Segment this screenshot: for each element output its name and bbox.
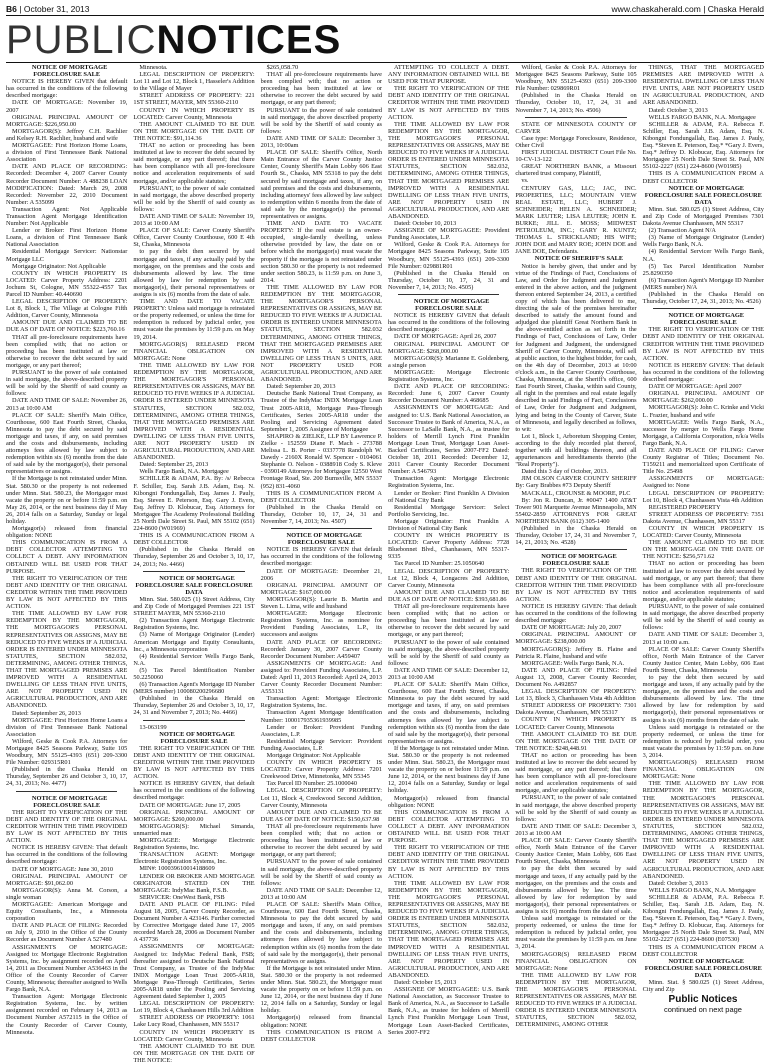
column-2 bbox=[133, 64, 257, 1064]
section-title-light: PUBLIC bbox=[6, 18, 157, 62]
notice-paragraph: THE AMOUNT CLAIMED TO BE DUE ON THE MORTGAGE ON THE DATE OF THE NOTICE: $91,114.36 bbox=[133, 120, 257, 142]
continued-title: Public Notices bbox=[668, 994, 738, 1005]
notice-paragraph: Transaction Agent: Mortgage Electronic Registration Systems, Inc. by written assignment recorded on February 14, 2013 as Document Number A572115 in the Office of the County Recorder of Carver County, Minnesota. bbox=[6, 993, 129, 1036]
notice-paragraph: MORTGAGOR(S) RELEASED FROM FINANCIAL OBLIGATION ON MORTGAGE: None bbox=[642, 759, 766, 781]
notice-paragraph: DATE OF MORTGAGE: April 26, 2007 bbox=[393, 333, 497, 341]
notice-paragraph: MORTGAGOR(S) RELEASED FROM FINANCIAL OBLIGATION ON MORTGAGE: None bbox=[515, 950, 639, 972]
notice-paragraph: MORTGAGEE: Wells Fargo Bank, N.A. bbox=[521, 659, 625, 667]
notice-paragraph: MIN#: 100039610014188609 bbox=[139, 865, 215, 873]
notice-heading: NOTICE OF SHERIFF'S SALE bbox=[534, 255, 624, 263]
notice-paragraph: THE RIGHT TO VERIFICATION OF THE DEBT AND IDENTITY OF THE ORIGINAL CREDITOR WITHIN THE TIME PROVIDED BY LAW IS NOT AFFECTED BY THIS ACTION. bbox=[642, 326, 766, 362]
notice-paragraph: THE TIME ALLOWED BY LAW FOR REDEMPTION BY THE MORTGAGOR, THE MORTGAGOR'S PERSONAL REPRESENTATIVES OR ASSIGNS, MAY BE REDUCED TO FIVE WEEKS IF A JUDICIAL ORDER IS ENTERED UNDER MINNESOTA STATUTES, SECTION 582.032, DETERMINING, AMONG OTHER THINGS, THAT THE MORTGAGED PREMISES ARE IMPROVED WITH A RESIDENTIAL DWELLING OF LESS THAN FIVE UNITS, ARE NOT PROPERTY USED IN AGRICULTURAL PRODUCTION, AND ARE ABANDONED. bbox=[642, 780, 766, 880]
notice-paragraph: STATE OF MINNESOTA COUNTY OF CARVER bbox=[515, 120, 639, 135]
notice-paragraph: Lot 1, Block 1, Arboretum Shopping Center, according to the duly recorded plat thereof, together with all buildings thereon, and all appurtenances and hereditaments thereto (the "Real Property"). bbox=[515, 432, 639, 469]
notice-paragraph: THE RIGHT TO VERIFICATION OF THE DEBT AND IDENTITY OF THE ORIGINAL CREDITOR WITHIN THE TIME PROVIDED BY LAW IS NOT AFFECTED BY THIS ACTION. bbox=[387, 844, 511, 880]
notice-paragraph: STREET ADDRESS OF PROPERTY: 1061 Lake Lucy Road, Chanhassen, MN 55317 bbox=[133, 1014, 257, 1029]
notice-paragraph: DATE OF MORTGAGE: December 21, 2006 bbox=[260, 567, 384, 582]
notice-paragraph: MORTGAGEE: Mortgage Electronic Registration Systems, Inc. bbox=[133, 837, 257, 852]
section-title bbox=[6, 16, 341, 64]
notice-paragraph: Dated: September 25, 2013 bbox=[139, 461, 209, 469]
notice-paragraph: SHAPIRO & ZIELKE, LLP BY Lawrence P. Zielke - 152559 Diane F. Mach - 273788 Melissa L. B. Porter - 0337778 Randolph W. Dawdy - 2160X Ronald W. Spencer - 0104061 Stephanie O. Nelson - 0388918 Cody S. Kleve - 0390149 Attorneys for Mortgagee 12550 West Frontage Road, Ste. 200 Burnsville, MN 55337 (952) 831-4060 bbox=[260, 432, 384, 490]
notice-paragraph: ORIGINAL PRINCIPAL AMOUNT OF MORTGAGE: $167,000.00 bbox=[260, 581, 384, 596]
notice-paragraph: PLACE OF SALE: Sheriff's Main Office, Courthouse, 600 East Fourth Street, Chaska, Minnesota to pay the debt secured by said mortgage and taxes, if any, on said premises and the costs and disbursements, including attorneys fees allowed by law subject to redemption within six (6) months from the date of said sale by the mortgagor(s), their personal representatives or assigns. bbox=[6, 411, 129, 476]
notice-paragraph: Dated: September 20, 2013 bbox=[266, 383, 336, 391]
notice-paragraph: SERVICER: OneWest Bank, FSB bbox=[139, 893, 225, 901]
notice-paragraph: THE TIME ALLOWED BY LAW FOR REDEMPTION BY THE MORTGAGOR, THE MORTGAGOR'S PERSONAL REPRESENTATIVES OR ASSIGNS, MAY BE REDUCED TO FIVE WEEKS IF A JUDICIAL ORDER IS ENTERED UNDER MINNESOTA STATUTES, SECTION 582.032 DETERMINING, AMONG OTHER THINGS, THAT THE MORTGAGED PREMISES ARE IMPROVED WITH A RESIDENTIAL DWELLING OF LESS THAN 5 UNITS, ARE NOT PROPERTY USED FOR AGRICULTURAL PRODUCTION, AND ARE ABANDONED. bbox=[260, 283, 384, 384]
notice-paragraph: Notice is hereby given, that under and by virtue of the Findings of Fact, Conclusions of Law, and Order for Judgment and Judgment entered in the above action, and the judgment thereon entered September 24, 2013, a certified copy of which has been delivered to me, directing the sale of the premises hereinafter described to satisfy the amount found and adjudged due plaintiff Great Northern Bank in the above-entitled action as set forth in the Findings of Fact, Conclusions of Law, Order for Judgment and Judgment, the undersigned Sheriff of Carver County, Minnesota, will sell at public auction, to the highest bidder, for cash, on the 4th day of December, 2013 at 10:00 o'clock a.m., in the Carver County Courthouse, Chaska, Minnesota, at the Sheriff's office, 600 East Fourth Street, Chaska, within said County, all right in the premises and real estate legally described in said Findings of Fact, Conclusions of Law, Order for Judgment and Judgment, lying and being in the County of Carver, State of Minnesota, and legally described as follows, to wit: bbox=[515, 262, 639, 433]
notice-paragraph: ASSIGNMENTS OF MORTGAGE: And assigned to: U.S. Bank National Association, as Successor Trustee to Bank of America, N.A., as Successor to LaSalle Bank, N.A., as trustee for holders of Merrill Lynch First Franklin Mortgage Loan Trust, Mortgage Loan Asset-Backed Certificates, Series 2007-FF2 Dated: October 18, 2011 Recorded: December 12, 2011 Carver County Recorder Document Number: A 546793 bbox=[387, 404, 511, 476]
notice-paragraph: Mortgagor(s) released from financial obligation: NONE bbox=[260, 1014, 384, 1029]
notice-paragraph: (6) Transaction Agent's Mortgage ID Number (MERS number) 100080200296680 bbox=[133, 681, 257, 696]
notice-paragraph: REGISTERED PROPERTY bbox=[648, 503, 721, 511]
notice-paragraph: MACKALL, CROUNSE & MOORE, PLC bbox=[521, 489, 631, 497]
issue-date: October 31, 2013 bbox=[23, 4, 90, 14]
notice-paragraph: MORTGAGOR(S): Michael Simanda, unmarried man bbox=[133, 822, 257, 837]
masthead-rule bbox=[6, 62, 764, 63]
notice-paragraph: SCHILLER & ADAM, P.A. By: /s/ Rebecca F. Schiller, Esq. Sarah J.B. Adam, Esq. N. Kibongni Fondungallah, Esq. James J. Pauly, Esq. Steven E. Peterson, Esq. Gary J. Evers, Esq. Jeffrey D. Klobucar, Esq. Attorneys for Mortgagee The Academy Professional Building 25 North Dale Street St. Paul, MN 55102 (651) 224-8600 (W01969) bbox=[133, 475, 257, 533]
notice-paragraph: THE RIGHT TO VERIFICATION OF THE DEBT AND IDENTITY OF THE ORIGINAL CREDITOR WITHIN THE TIME PROVIDED BY LAW IS NOT AFFECTED BY THIS ACTION. bbox=[133, 744, 257, 781]
notice-paragraph: DATE OF MORTGAGE: July 20, 2007 bbox=[521, 624, 622, 632]
notice-paragraph: ASSIGNEE OF MORTGAGEE: Provident Funding Associates, L.P. bbox=[387, 227, 511, 242]
notice-paragraph: SCHILLER & ADAM, P.A. Rebecca F. Schiller, Esq. Sarah J.B. Adam, Esq. N. Kibongni Fondungallah, Esq. James J. Pauly, Esq. *Steven E. Peterson, Esq.* *Gary J. Evers, Esq.* Jeffrey D. Klobucar, Esq. Attorneys for Mortgagee 25 North Dale Street St. Paul, MN 55102-2227 (651) 224-8600 (W01985) bbox=[642, 120, 766, 171]
column-4 bbox=[387, 64, 511, 1036]
notice-paragraph: TIME AND DATE TO VACATE PROPERTY: Unless said mortgage is reinstated or the property redeemed, or unless the time for redemption is reduced by judicial order, you must vacate the premises by 11:59 p.m. on May 19, 2014. bbox=[133, 298, 257, 341]
notice-paragraph: COUNTY IN WHICH PROPERTY IS LOCATED: Carver County, Minnesota bbox=[515, 716, 639, 731]
notice-paragraph: CENTURY GAS, LLC; JAC, INC. PROPERTIES, LLC; MOUNTAIN VIEW REAL ESTATE, LLC; HUBERT J. SCHNEIDER; HELEN A. SCHNEIDER; MARK LEUTER; LISA LEUTER; JOHN E. BURKE; JILL E. MOSS; MIDWEST PETROLEUM, INC.; GARY R. KUNTZ; THOMAS L. STRICKLAND; HIS WIFE; JOHN DOE and MARY ROE; JOHN DOE and JANE DOE, Defendants. bbox=[515, 184, 639, 256]
notice-heading: NOTICE OF MORTGAGE FORECLOSURE SALE bbox=[31, 794, 110, 809]
notice-paragraph: THE TIME ALLOWED BY LAW FOR REDEMPTION BY THE MORTGAGOR, THE MORTGAGOR'S PERSONAL REPRESENTATIVES OR ASSIGNS, MAY BE REDUCED TO FIVE WEEKS IF A JUDICIAL ORDER IS ENTERED UNDER MINNESOTA STATUTES, SECTION 582.032, DETERMINING, AMONG OTHER THINGS, THAT THE MORTGAGED PREMISES ARE IMPROVED WITH A RESIDENTIAL DWELLING OF LESS THAN FIVE UNITS, ARE NOT PROPERTY USED IN AGRICULTURAL PRODUCTION, AND ARE ABANDONED. bbox=[133, 361, 257, 462]
notice-paragraph: Residential Mortgage Servicer: Nationstar Mortgage LLC bbox=[6, 248, 129, 263]
notice-paragraph: MORTGAGOR(S): Anna M. Corson, a single woman bbox=[6, 886, 129, 901]
notice-paragraph: Tax Parcel ID Number: 25.1000040 bbox=[266, 780, 357, 788]
notice-paragraph: Mortgage Originator: First Franklin A Division of National City Bank bbox=[387, 517, 511, 532]
notice-paragraph: THE AMOUNT CLAIMED TO BE DUE ON THE MORTGAGE ON THE DATE OF THE NOTICE: $256,571.62 bbox=[642, 539, 766, 561]
notice-paragraph: ORIGINAL PRINCIPAL AMOUNT OF MORTGAGE: $260,000.00 bbox=[133, 808, 257, 823]
notice-paragraph: THE TIME ALLOWED BY LAW FOR REDEMPTION BY THE MORTGAGOR, THE MORTGAGOR'S PERSONAL REPRESENTATIVES OR ASSIGNS, MAY BE REDUCED TO FIVE WEEKS IF A JUDICIAL ORDER IS ENTERED UNDER MINNESOTA STATUTES, SECTION 582.032, DETERMINING, AMONG OTHER THINGS, THAT THE MORTGAGED PREMISES ARE IMPROVED WITH A RESIDENTIAL DWELLING OF LESS THAN FIVE UNITS, ARE NOT PROPERTY USED IN AGRICULTURAL PRODUCTION, AND ARE ABANDONED. bbox=[6, 610, 129, 710]
notice-paragraph: PURSUANT to the power of sale contained in said mortgage, the above-described property will be sold by the Sheriff of said county as follows: bbox=[6, 369, 129, 398]
notice-paragraph: Residential Mortgage Servicer: Select Portfolio Servicing, Inc. bbox=[387, 503, 511, 518]
notice-heading: NOTICE OF MORTGAGE FORECLOSURE SALE FORECLOSURE DATA bbox=[135, 574, 255, 596]
notice-paragraph: ASSIGNMENTS OF MORTGAGE: And assigned to: Provident Funding Associates, L.P. Dated: April 11, 2013 Recorded: April 24, 2013 Carver County Recorder Document Number: A553131 bbox=[260, 659, 384, 696]
notice-paragraph: PLACE OF SALE: Carver County Sheriff's Office, Carver County Courthouse, 600 E 4th St, Chaska, Minnesota bbox=[133, 227, 257, 249]
notice-paragraph: THE TIME ALLOWED BY LAW FOR REDEMPTION BY THE MORTGAGOR, THE MORTGAGOR'S PERSONAL REPRESENTATIVES OR ASSIGNS, MAY BE REDUCED TO FIVE WEEKS IF A JUDICIAL ORDER IS ENTERED UNDER MINNESOTA STATUTES, SECTION 582.032, DETERMINING, AMONG OTHER THINGS, THAT THE MORTGAGED PREMISES ARE IMPROVED WITH A RESIDENTIAL DWELLING OF LESS THAN FIVE UNITS, ARE NOT PROPERTY USED IN AGRICULTURAL PRODUCTION, AND ARE ABANDONED. bbox=[387, 120, 511, 220]
notice-paragraph: DATE AND TIME OF SALE: November 19, 2013 at 10:00 AM bbox=[133, 212, 257, 228]
notice-paragraph: TRANSACTION AGENT: Mortgage Electronic Registration Systems, Inc. bbox=[133, 851, 257, 866]
notice-paragraph: ASSIGNMENTS OF MORTGAGE: Assigned to: Mortgage Electronic Registration Systems, Inc. by assignment recorded on April 14, 2011 as Document Number A536463 in the Office of the County Recorder of Carver County, Minnesota; thereafter assigned to Wells Fargo Bank, N.A. bbox=[6, 943, 129, 994]
notice-paragraph: Mortgage Originator: Not Applicable bbox=[12, 262, 106, 270]
notice-paragraph: Unless said mortgage is reinstated or the property redeemed, or unless the time for redemption is reduced by judicial order, you must vacate the premises by 11:59 p.m. on June 3, 2014. bbox=[515, 915, 639, 951]
notice-paragraph: (Published in the Chaska Herald on Thursday, October 10, 17, 24, 31 and November 7, 14, 2013; No. 4506) bbox=[515, 92, 639, 114]
notice-paragraph: COUNTY IN WHICH PROPERTY IS LOCATED: Carver County, Minnesota bbox=[133, 1028, 257, 1043]
notice-paragraph: (Published in the Chaska Herald on Thursday, September 26 and October 3, 10, 17, 24, 31, 2013; No. 4477) bbox=[6, 766, 129, 788]
notice-paragraph: Dated: September 26, 2013 bbox=[12, 709, 81, 717]
notice-paragraph: THAT no action or proceeding has been instituted at law to recover the debt secured by said mortgage, or any part thereof; that there has been compliance with all pre-foreclosure notice and acceleration requirements of said mortgage, and/or applicable statutes; bbox=[515, 751, 639, 795]
notice-paragraph: ASSIGNEE OF MORTGAGEE: U.S. Bank National Association, as Successor Trustee to Bank of America, N.A., as Successor to LaSalle Bank, N.A., as trustee for holders of Merrill Lynch First Franklin Mortgage Loan Trust, Mortgage Loan Asset-Backed Certificates, Series 2007-FF2 bbox=[387, 986, 511, 1036]
column-1 bbox=[6, 64, 129, 1036]
notice-paragraph: Tax Parcel ID Number: 25.1050640 bbox=[393, 560, 485, 568]
notice-paragraph: PLACE OF SALE: Carver County Sheriff's office, North Main Entrance of the Carver County Justice Center, Main Lobby, 606 East Fourth Street, Chaska, Minnesota bbox=[642, 645, 766, 674]
notice-paragraph: THAT no action or proceeding has been instituted at law to recover the debt secured by said mortgage, or any part thereof; that there has been compliance with all pre-foreclosure notice and acceleration requirements of said mortgage, and/or applicable statutes; bbox=[642, 560, 766, 603]
notice-paragraph: DATE AND PLACE OF RECORDING: Recorded: December 4, 2007 Carver County Recorder Document Number: A 488238 LOAN MODIFICATION: Dated: March 29, 2008 Recorded: November 22, 2010 Document Number: A 535099 bbox=[6, 163, 129, 206]
notice-paragraph: Mortgagor(s) released from financial obligation: NONE bbox=[6, 525, 129, 540]
notice-paragraph: LEGAL DESCRIPTION OF PROPERTY: Lot 12, Block 4, Longacres 2nd Addition, Carver County, Minnesota bbox=[387, 567, 511, 589]
notice-paragraph: DATE AND TIME OF SALE: December 3, 2013 at 10:00 a.m. bbox=[642, 631, 766, 646]
notice-paragraph: DATE OF MORTGAGE: April 2007 bbox=[648, 383, 742, 391]
notice-paragraph: Dated: October 3, 2013 bbox=[648, 879, 708, 887]
notice-paragraph: PLACE OF SALE: Sheriff's Main Office, Courthouse, 600 East Fourth Street, Chaska, Minnesota to pay the debt secured by said mortgage and taxes, if any, on said premises and the costs and disbursements, including attorneys fees allowed by law subject to redemption within six (6) months from the date of said sale by the mortgagor(s), their personal representatives or assigns. bbox=[387, 681, 511, 745]
notice-paragraph: (5) Tax Parcel Identification Number 50.2250060 bbox=[133, 666, 257, 681]
notice-paragraph: LEGAL DESCRIPTION OF PROPERTY: Lot 11, Block 4, Creekwood Second Addition, Carver County, Minnesota bbox=[260, 787, 384, 809]
notice-divider bbox=[16, 791, 117, 792]
notice-paragraph: DATE AND PLACE OF FILING: Filed August 13, 2008, Carver County Recorder, Document No. A492857 bbox=[515, 666, 639, 688]
notice-paragraph: Transaction Agent Mortgage Identification Number: 100017935361939985 bbox=[260, 709, 384, 724]
notice-paragraph: MORTGAGEE: Mortgage Electronic Registration Systems, Inc. bbox=[387, 368, 511, 384]
notice-paragraph: Lender or Broker: First Franklin A Division of National City Bank bbox=[387, 489, 511, 504]
notice-paragraph: 13-063199 bbox=[139, 723, 167, 731]
notice-paragraph: THE AMOUNT CLAIMED TO BE DUE ON THE MORTGAGE ON THE DATE OF THE NOTICE: bbox=[133, 1042, 257, 1064]
notice-paragraph: (4) Residential Servicer Wells Fargo Bank, N.A. bbox=[642, 248, 766, 263]
notice-paragraph: STREET ADDRESS OF PROPERTY: 221 1ST STREET, MAYER, MN 55360-2110 bbox=[133, 92, 257, 107]
notice-paragraph: JIM OLSON CARVER COUNTY SHERIFF By: Gary Brabbes #73 Deputy Sheriff bbox=[515, 475, 639, 490]
notice-paragraph: (Published in the Chaska Herald on Thursday, October 10, 17, 24, 31 and November 7, 14, 2013; No. 4507) bbox=[260, 503, 384, 525]
notice-divider bbox=[143, 571, 244, 572]
notice-paragraph: DATE AND TIME OF SALE: December 3, 2013 at 10:00 AM bbox=[515, 822, 639, 837]
notice-paragraph: MORTGAGEE: First Horizon Home Loans a division of First Tennessee Bank National Association bbox=[6, 716, 129, 738]
column-6 bbox=[643, 64, 764, 1022]
continued-subtitle: continued on next page bbox=[664, 1005, 742, 1014]
notice-paragraph: THINGS, THAT THE MORTGAGED PREMISES ARE IMPROVED WITH A RESIDENTIAL DWELLING OF LESS THAN FIVE UNITS, ARE NOT PROPERTY USED IN AGRICULTURAL PRODUCTION, AND ARE ABANDONED. bbox=[642, 64, 766, 107]
notice-paragraph: (Published in the Chaska Herald on Thursday, October 17, 24, 31 and November 7, 14, 21, 2013; No. 4528) bbox=[515, 525, 639, 547]
notice-paragraph: AMOUNT DUE AND CLAIMED TO BE DUE AS OF DATE OF NOTICE: $393,681.86 bbox=[387, 588, 511, 603]
notice-paragraph: (6) Transaction Agent's Mortgage ID Number (MERS number) N/A bbox=[642, 276, 766, 291]
notice-paragraph: THIS COMMUNICATION IS FROM A DEBT COLLECTOR ATTEMPTING TO COLLECT A DEBT. ANY INFORMATION OBTAINED WILL BE USED FOR THAT PURPOSE. bbox=[387, 808, 511, 845]
notice-paragraph: STREET ADDRESS OF PROPERTY: 7351 Dakota Avenue, Chanhassen, MN 55317 bbox=[642, 510, 766, 525]
notice-paragraph: COUNTY IN WHICH PROPERTY IS LOCATED: Carver Property Address: 2201 Jochum St, Cologne, MN 55322-4557 Tax Parcel ID Number: 40.440690 bbox=[6, 269, 129, 298]
notice-paragraph: NOTICE IS HEREBY GIVEN: That default has occurred in the conditions of the following described mortgage: bbox=[642, 361, 766, 384]
notice-divider bbox=[525, 549, 626, 550]
notice-paragraph: THE RIGHT TO VERIFICATION OF THE DEBT AND IDENTITY OF THE ORIGINAL CREDITOR WITHIN THE TIME PROVIDED BY LAW IS NOT AFFECTED BY THIS ACTION. bbox=[387, 85, 511, 121]
notice-paragraph: PURSUANT, to the power of sale contained in said mortgage, the above described property will be sold by the Sheriff of said county as follows: bbox=[642, 603, 766, 632]
notice-paragraph: $265,058.70 bbox=[266, 64, 299, 71]
notice-heading: NOTICE OF MORTGAGE FORECLOSURE SALE bbox=[31, 64, 110, 79]
notice-paragraph: LEGAL DESCRIPTION OF PROPERTY: Lot 11 and Lot 12, Block 1, Hasseler's Addition to the Village of Mayer bbox=[133, 71, 257, 93]
notice-paragraph: LEGAL DESCRIPTION OF PROPERTY: Lot 13, Block 3, Chanhassen Vista 4th Addition bbox=[515, 688, 639, 703]
notice-paragraph: MORTGAGOR(S): Jeffery B. Flaine and Patricia R. Flaine, husband and wife bbox=[515, 645, 639, 660]
notice-paragraph: THIS IS A COMMUNICATION FROM A DEBT COLLECTOR bbox=[260, 489, 384, 504]
notice-paragraph: ATTEMPTING TO COLLECT A DEBT. ANY INFORMATION OBTAINED WILL BE USED FOR THAT PURPOSE. bbox=[387, 64, 511, 86]
section-title-bold: NOTICES bbox=[156, 18, 342, 62]
notice-paragraph: THAT no action or proceeding has been instituted at law to recover the debt secured by said mortgage, or any part thereof; that there has been compliance with all pre-foreclosure notice and acceleration requirements of said mortgage, and/or applicable statutes; bbox=[133, 142, 257, 185]
notice-paragraph: ORIGINAL PRINCIPAL AMOUNT OF MORTGAGE: $91,062.00 bbox=[6, 872, 129, 887]
notice-paragraph: Case type: Mortgage Foreclosure, Residence, Other Civil bbox=[515, 134, 639, 149]
notice-paragraph: COUNTY IN WHICH PROPERTY IS LOCATED: Carver Property Address: 7201 Creekwood Drive, Minnetonka, MN 55345 bbox=[260, 759, 384, 781]
page-and-date bbox=[6, 4, 90, 14]
notice-paragraph: ORIGINAL PRINCIPAL AMOUNT OF MORTGAGE: $268,000.00 bbox=[387, 340, 511, 355]
column-3 bbox=[260, 64, 384, 1043]
notice-paragraph: DATE OF MORTGAGE: June 17, 2005 bbox=[139, 801, 241, 809]
notice-paragraph: MORTGAGEE: First Horizon Home Loans, a division of First Tennessee Bank National Association bbox=[6, 142, 129, 164]
notice-paragraph: (4) Residential Servicer Wells Fargo Bank, N.A. bbox=[133, 652, 257, 667]
notice-paragraph: THIS COMMUNICATION IS FROM A DEBT COLLECTOR ATTEMPTING TO COLLECT A DEBT. ANY INFORMATION OBTAINED WILL BE USED FOR THAT PURPOSE. bbox=[6, 539, 129, 575]
notice-heading: NOTICE OF MORTGAGE FORECLOSURE SALE bbox=[541, 553, 619, 568]
notice-paragraph: Wells Fargo Bank, N.A. Mortgagee bbox=[139, 468, 229, 476]
notice-paragraph: Unless said mortgage is reinstated or the property redeemed, or unless the time for redemption is reduced by judicial order, you must vacate the premises by 11:59 p.m. on June 3, 2014. bbox=[642, 723, 766, 759]
notice-paragraph: PURSUANT to the power of sale contained in said mortgage, the above-described property will be sold by the Sheriff of said county as follows: bbox=[260, 858, 384, 887]
notice-paragraph: NOTICE IS HEREBY GIVEN: That default has occurred in the conditions of the following described mortgage: bbox=[515, 602, 639, 625]
notice-paragraph: LEGAL DESCRIPTION OF PROPERTY: Lot 10, Block 4, Chanhassen Vista 4th Addition bbox=[642, 489, 766, 504]
notice-paragraph: PLACE OF SALE: Sheriff's Office, North Main Entrance of the Carver County Justice Center, County Sheriff's Main Lobby 606 East Fourth St., Chaska, MN 55318 to pay the debt secured by said mortgage and taxes, if any, on said premises and the costs and disbursements, including attorneys' fees allowed by law subject to redemption within 6 months from the date of said sale by the mortgagor(s) the personal representatives or assigns. bbox=[260, 149, 384, 220]
notice-paragraph: DATE AND TIME OF SALE: November 26, 2013 at 10:00 AM bbox=[6, 397, 129, 412]
notice-paragraph: DATE AND PLACE OF FILING: Carver County Registrar of Titles; Document No. T159211 and memorialized upon Certificate of Title No. 25498 bbox=[642, 446, 766, 476]
notice-paragraph: TIME AND DATE TO VACATE PROPERTY: If the real estate is an owner-occupied, single-family dwelling, unless otherwise provided by law, the date on or before which the mortgagor(s) must vacate the property if the mortgage is not reinstated under section 580.30 or the property is not redeemed under section 580.23, is 11:59 p.m. on June 3, 2014. bbox=[260, 220, 384, 284]
notice-paragraph: NOTICE IS HEREBY GIVEN that default has occurred in the conditions of the following described mortgage: bbox=[6, 78, 129, 100]
notice-paragraph: THAT all pre-foreclosure requirements have been complied with; that no action or proceeding has been instituted at law or otherwise to recover the debt secured by said mortgage, or any part thereof; bbox=[6, 333, 129, 369]
notice-paragraph: (Published in the Chaska Herald on Thursday, September 26 and October 3, 10, 17, 24, 2013; No. 4466) bbox=[133, 546, 257, 568]
notice-paragraph: MORTGAGEE: American Mortgage and Equity Consultants, Inc., a Minnesota corporation bbox=[6, 900, 129, 923]
notice-paragraph: NOTICE IS HEREBY GIVEN: That default has occurred in the conditions of the following described mortgage: bbox=[6, 844, 129, 866]
notice-paragraph: STREET ADDRESS OF PROPERTY: 7301 Dakota Avenue, Chanhassen, MN 55317 bbox=[515, 702, 639, 717]
notice-paragraph: ORIGINAL PRINCIPAL AMOUNT OF MORTGAGE: $238,000.00 bbox=[515, 631, 639, 646]
notice-paragraph: WELLS FARGO BANK, N.A. Mortgagee bbox=[648, 113, 756, 121]
notice-paragraph: THE AMOUNT CLAIMED TO BE DUE ON THE MORTGAGE ON THE DATE OF THE NOTICE: $248,448.91 bbox=[515, 730, 639, 752]
notice-paragraph: Wilford, Geske & Cook P.A. Attorneys for Mortgagee 8425 Seasons Parkway, Suite 105 Woodbury, MN 55125-4393 (651) 209-3300 File Number: 029881R01 bbox=[387, 241, 511, 270]
notice-paragraph: Minn. Stat. 580.025 (1) Street Address, City and Zip Code of Mortgaged Premises 7301 Dakota Avenue Chanhassen, MN 55317 bbox=[642, 205, 766, 228]
notice-paragraph: PLACE OF SALE: Carver County Sheriff's office, North Main Entrance of the Carver County Justice Center, Main Lobby, 606 East Fourth Street, Chaska, Minnesota bbox=[515, 837, 639, 866]
site-name: www.chaskaherald.com | Chaska Herald bbox=[611, 4, 764, 14]
notice-paragraph: (Published in the Chaska Herald on Thursday, October 10, 17, 24, 31 and November 7, 14, 2013; No. 4505) bbox=[387, 269, 511, 291]
notice-paragraph: By: Jon R. Duncan, Jr. #0047 1400 AT&T Tower 901 Marquette Avenue Minneapolis, MN 55402-2859 ATTORNEYS FOR GREAT NORTHERN BANK (612) 305-1400 bbox=[515, 496, 639, 525]
notice-divider bbox=[398, 294, 499, 295]
notice-divider bbox=[143, 720, 244, 721]
notice-heading: NOTICE OF MORTGAGE FORECLOSURE SALE bbox=[159, 730, 237, 745]
notice-paragraph: Mortgage Originator: Not Applicable bbox=[266, 752, 361, 759]
notice-paragraph: MORTGAGOR(S) RELEASED FROM FINANCIAL OBLIGATION ON MORTGAGE: None bbox=[133, 340, 257, 362]
notice-paragraph: COUNTY IN WHICH PROPERTY IS LOCATED: Carver Property Address: 7728 Bluebonnet Blvd., Chanhassen, MN 55317-9335 bbox=[387, 532, 511, 561]
notice-paragraph: Wilford, Geske & Cook P.A. Attorneys for Mortgagee 8425 Seasons Parkway, Suite 105 Woodbury, MN 55125-4393 (651) 209-3300 File Number: 029315R01 bbox=[6, 737, 129, 767]
notice-paragraph: THIS COMMUNICATION IS FROM A DEBT COLLECTOR bbox=[260, 1028, 384, 1043]
notice-paragraph: (5) Tax Parcel Identification Number 25.8290350 bbox=[642, 262, 766, 277]
notice-paragraph: ORIGINAL PRINCIPAL AMOUNT OF MORTGAGE: $262,000.00 bbox=[642, 390, 766, 405]
notice-paragraph: THAT all pre-foreclosure requirements have been complied with; that no action or proceeding has been instituted at law or otherwise to recover the debt secured by said mortgage, or any part thereof; bbox=[260, 822, 384, 859]
notice-paragraph: ASSIGNMENTS OF MORTGAGE: Assigned to: None bbox=[642, 475, 766, 490]
notice-paragraph: to pay the debt then secured by said mortgage and taxes, if any actually paid by the mortgagee, on the premises and the costs and disbursements allowed by law. The time allowed by law for redemption by said mortgagor(s), their personal representatives or assigns is six (6) months from the date of sale. bbox=[515, 865, 639, 915]
notice-paragraph: to pay the debt then secured by said mortgage and taxes, if any actually paid by the mortgagee, on the premises and the costs and disbursements allowed by law. The time allowed by law for redemption by said mortgagor(s), their personal representatives or assigns is six (6) months from the date of sale. bbox=[642, 673, 766, 724]
notice-paragraph: MORTGAGOR(S): John C. Krinke and Vicki L. Frazier, husband and wife bbox=[642, 404, 766, 419]
notice-paragraph: Minnesota. bbox=[139, 64, 168, 71]
notice-paragraph: DATE AND TIME OF SALE: December 12, 2013 at 10:00 AM bbox=[260, 886, 384, 901]
notice-heading: NOTICE OF MORTGAGE FORECLOSURE SALE FORECLOSURE DATA bbox=[644, 957, 764, 979]
notice-paragraph: MORTGAGOR(S): Marianne E. Goldenberg, a single person bbox=[387, 354, 511, 369]
notice-paragraph: COUNTY IN WHICH PROPERTY IS LOCATED: Carver County, Minnesota bbox=[133, 106, 257, 121]
column-5 bbox=[515, 64, 639, 1029]
notice-heading: NOTICE OF MORTGAGE FORECLOSURE SALE FORECLOSURE DATA bbox=[644, 184, 764, 206]
notice-paragraph: SCHILLER & ADAM, P.A. Rebecca F. Schiller, Esq. Sarah J.B. Adam, Esq. N. Kibongni Fondungallah, Esq. James J. Pauly, Esq. *Steven E. Peterson, Esq.* *Gary J. Evers, Esq.* Jeffrey D. Klobucar, Esq. Attorneys for Mortgagee 25 North Dale Street St. Paul, MN 55102-2227 (651) 224-8600 (E07530) bbox=[642, 893, 766, 944]
notice-paragraph: LEGAL DESCRIPTION OF PROPERTY: Lot 8, Block 1, The Village at Cologne Fifth Addition, Carver County, Minnesota bbox=[6, 298, 129, 320]
notice-paragraph: Wilford, Geske & Cook P.A. Attorneys for Mortgagee 8425 Seasons Parkway, Suite 105 Woodbury, MN 55125-4393 (651) 209-3300 File Number: 029869R01 bbox=[515, 64, 639, 93]
notice-paragraph: DATE OF MORTGAGE: November 19, 2007 bbox=[6, 99, 129, 114]
notice-paragraph: THE TIME ALLOWED BY LAW FOR REDEMPTION BY THE MORTGAGOR, THE MORTGAGOR'S PERSONAL REPRESENTATIVES OR ASSIGNS, MAY BE REDUCED TO FIVE WEEKS IF A JUDICIAL ORDER IS ENTERED UNDER MINNESOTA STATUTES, SECTION 582.032, DETERMINING, AMONG OTHER THINGS, THAT THE MORTGAGED PREMISES ARE IMPROVED WITH A RESIDENTIAL DWELLING OF LESS THAN FIVE UNITS, ARE NOT PROPERTY USED IN AGRICULTURAL PRODUCTION, AND ARE ABANDONED. bbox=[387, 879, 511, 979]
notice-heading: NOTICE OF MORTGAGE FORECLOSURE SALE bbox=[668, 312, 746, 327]
notice-paragraph: ASSIGNMENTS OF MORTGAGE: Assigned to: IndyMac Federal Bank, FSB; thereafter assigned to Deutsche Bank National Trust Company, as Trustee of the IndyMac INDX Mortgage Loan Trust 2005-AR18, Mortgage Pass-Through Certificates, Series 2005-AR18 under the Pooling and Servicing Agreement dated September 1, 2005 bbox=[133, 943, 257, 1001]
notice-paragraph: Minn. Stat. 580.025 (1) Street Address, City and Zip Code of Mortgaged Premises 221 1ST STREET MAYER, MN 55360-2110 bbox=[133, 595, 257, 618]
notice-paragraph: PURSUANT, to the power of sale contained in said mortgage, the above described property will be sold by the Sheriff of said county as follows: bbox=[515, 794, 639, 823]
notice-paragraph: Lender or Broker: First Horizon Home Loans, a division of First Tennessee Bank National Association bbox=[6, 227, 129, 249]
page-number: B6 bbox=[6, 4, 17, 14]
notice-paragraph: (2) Transaction Agent N/A bbox=[648, 227, 716, 235]
notice-divider bbox=[653, 308, 754, 309]
notice-paragraph: Deutsche Bank National Trust Company, as Trustee of the IndyMac INDX Mortgage Loan Trust 2005-AR18, Mortgage Pass-Through Certificates, Series 2005-AR18 under the Pooling and Servicing Agreement dated September 1, 2005 Assignee of Mortgagee bbox=[260, 390, 384, 433]
notice-paragraph: FIRST JUDICIAL DISTRICT Court File No. 10-CV-13-122 bbox=[515, 149, 639, 164]
header-separator: | bbox=[19, 4, 24, 14]
notice-paragraph: MORTGAGOR(S): Laurie B. Martin and Steven L. Lima, wife and husband bbox=[260, 595, 384, 611]
notice-paragraph: Mortgagor(s) released from financial obligation: NONE bbox=[387, 794, 511, 809]
notice-paragraph: (2) Transaction Agent Mortgage Electronic Registration Systems, Inc. bbox=[133, 617, 257, 632]
continued-note bbox=[644, 994, 762, 1014]
notice-paragraph: AMOUNT DUE AND CLAIMED TO BE DUE AS OF DATE OF NOTICE: $150,637.98 bbox=[260, 808, 384, 823]
notice-paragraph: DATE AND PLACE OF FILING: Filed August 18, 2005, Carver County Recorder, as Document Number A 423146. Further corrected by Corrective Mortgage dated June 17, 2005 recorded March 28, 2006 as Document Number A 437736 bbox=[133, 900, 257, 944]
notice-divider bbox=[525, 117, 626, 118]
notice-paragraph: THIS IS A COMMUNICATION FROM A DEBT COLLECTOR bbox=[133, 532, 257, 547]
notice-paragraph: LEGAL DESCRIPTION OF PROPERTY: Lot 19, Block 4, Chanhassen Hills 3rd Addition bbox=[133, 1000, 257, 1015]
notice-paragraph: (Published in the Chaska Herald on Thursday, September 26 and October 3, 10, 17, 24, 31 and November 7, 2013; No. 4466) bbox=[133, 695, 257, 717]
notice-paragraph: DATE AND PLACE OF RECORDING: Recorded: June 6, 2007 Carver County Recorder Document Number: A 468685 bbox=[387, 383, 511, 405]
notice-paragraph: Transaction Agent: Not Applicable Transaction Agent Mortgage Identification Number: Not Applicable bbox=[6, 205, 129, 228]
notice-paragraph: PLACE OF SALE: Sheriff's Main Office, Courthouse, 600 East Fourth Street, Chaska, Minnesota to pay the debt secured by said mortgage and taxes, if any, on said premises and the costs and disbursements, including attorneys fees allowed by law subject to redemption within six (6) months from the date of said sale by the mortgagor(s), their personal representatives or assigns. bbox=[260, 900, 384, 965]
notice-paragraph: THAT all pre-foreclosure requirements have been complied with; that no action or proceeding has been instituted at law or otherwise to recover the debt secured by said mortgage, or any part thereof; bbox=[260, 71, 384, 107]
notice-paragraph: THE TIME ALLOWED BY LAW FOR REDEMPTION BY THE MORTGAGOR, THE MORTGAGOR'S PERSONAL REPRESENTATIVES OR ASSIGNS, MAY BE REDUCED TO FIVE WEEKS IF A JUDICIAL ORDER IS ENTERED UNDER MINNESOTA STATUTES, SECTION 582.032, DETERMINING, AMONG OTHER bbox=[515, 971, 639, 1029]
notice-paragraph: PURSUANT to the power of sale contained in said mortgage, the above-described property will be sold by the Sheriff of said county as follows: bbox=[387, 638, 511, 667]
notice-paragraph: If the Mortgage is not reinstated under Minn. Stat. 580.30 or the property is not redeemed under Minn. Stat. 580.23, the Mortgagor must vacate the property on or before 11:59 p.m. on June 12, 2014, or the next business day if June 12, 2014 falls on a Saturday, Sunday or legal holiday. bbox=[260, 964, 384, 1015]
notice-paragraph: (Published in the Chaska Herald on Thursday, October 17, 24, 31, 2013; No. 4526) bbox=[642, 291, 766, 306]
notice-paragraph: THE RIGHT TO VERIFICATION OF THE DEBT AND IDENTITY OF THE ORIGINAL CREDITOR WITHIN THE TIME PROVIDED BY LAW IS NOT AFFECTED BY THIS ACTION. bbox=[6, 808, 129, 845]
notice-paragraph: Minn. Stat. § 580.025 (1) Street Address, City and Zip bbox=[642, 979, 766, 994]
notice-paragraph: THIS IS A COMMUNICATION FROM A DEBT COLLECTOR bbox=[642, 170, 766, 185]
notice-heading: NOTICE OF MORTGAGE FORECLOSURE SALE bbox=[413, 298, 492, 313]
notice-paragraph: DATE AND TIME OF SALE: December 3, 2013, 10:00am bbox=[260, 134, 384, 150]
notice-paragraph: AMOUNT DUE AND CLAIMED TO BE DUE AS OF DATE OF NOTICE: $223,760.16 bbox=[6, 319, 129, 334]
notice-paragraph: WELLS FARGO BANK, N.A. Mortgagee bbox=[648, 886, 756, 894]
notice-paragraph: If the Mortgage is not reinstated under Minn. Stat. 580.30 or the property is not redeemed under Minn. Stat. 580.23, the Mortgagor must vacate the property on or before 11:59 p.m. on June 12, 2014, or the next business day if June 12, 2014 falls on a Saturday, Sunday or legal holiday. bbox=[387, 744, 511, 795]
notice-paragraph: Residential Mortgage Servicer: Provident Funding Associates, L.P. bbox=[260, 737, 384, 752]
notice-paragraph: Dated: October 10, 2013 bbox=[393, 220, 457, 228]
notice-paragraph: NOTICE IS HEREBY GIVEN that default has occurred in the conditions of the following described mortgage: bbox=[387, 312, 511, 334]
notice-heading: NOTICE OF MORTGAGE FORECLOSURE SALE bbox=[286, 532, 364, 547]
notice-paragraph: GREAT NORTHERN BANK, a Missouri chartered trust company, Plaintiff, bbox=[515, 163, 639, 178]
notice-paragraph: Transaction Agent: Mortgage Electronic Registration Systems, Inc. bbox=[387, 475, 511, 490]
notice-paragraph: If the Mortgage is not reinstated under Minn. Stat. 580.30 or the property is not redeemed under Minn. Stat. 580.23, the Mortgagor must vacate the property on or before 11:59 p.m. on May 26, 2014, or the next business day if May 26, 2014 falls on a Saturday, Sunday or legal holiday. bbox=[6, 475, 129, 525]
notice-paragraph: DATE AND TIME OF SALE: December 12, 2013 at 10:00 AM bbox=[387, 666, 511, 681]
notice-paragraph: vs. bbox=[521, 177, 529, 185]
notice-paragraph: Dated: October 15, 2013 bbox=[393, 979, 457, 986]
notice-paragraph: (3) Name of Mortgage Originator (Lender) American Mortgage and Equity Consultants, Inc., a Minnesota corporation bbox=[133, 631, 257, 653]
notice-paragraph: Dated: October 3, 2013 bbox=[648, 106, 708, 114]
notice-paragraph: Transaction Agent: Mortgage Electronic Registration Systems, Inc. bbox=[260, 695, 384, 710]
notice-paragraph: NOTICE IS HEREBY GIVEN that default has occurred in the conditions of the following described mortgage: bbox=[260, 546, 384, 568]
notice-paragraph: MORTGAGOR(S): Jeffrey C.H. Rachlier and Kelsey R.H. Rachlier, husband and wife bbox=[6, 127, 129, 142]
notice-paragraph: DATE AND PLACE OF RECORDING: Recorded: January 30, 2007 Carver County Recorder Document Number: A459407 bbox=[260, 638, 384, 660]
notice-paragraph: THIS IS A COMMUNICATION FROM A DEBT COLLECTOR bbox=[642, 943, 766, 958]
notice-paragraph: MORTGAGEE: Wells Fargo Bank, N.A., successor by merger to Wells Fargo Home Mortgage, a California Corporation, n/k/a Wells Fargo Bank, N.A. bbox=[642, 418, 766, 447]
notice-columns bbox=[6, 64, 766, 1064]
notice-paragraph: DATE AND PLACE OF FILING: Recorded on July 9, 2010 in the Office of the County Recorder as Document Number A 527480 bbox=[6, 922, 129, 944]
notice-paragraph: (3) Name of Mortgage Originator (Lender) Wells Fargo Bank, N.A. bbox=[642, 234, 766, 249]
notice-paragraph: to pay the debt then secured by said mortgage and taxes, if any actually paid by the mortgagee, on the premises and the costs and disbursements allowed by law. The time allowed by law for redemption by said mortgagor(s), their personal representatives or assigns is six (6) months from the date of sale. bbox=[133, 248, 257, 298]
notice-paragraph: DATE OF MORTGAGE: June 30, 2010 bbox=[12, 865, 114, 873]
notice-paragraph: THE RIGHT TO VERIFICATION OF THE DEBT AND IDENTITY OF THE ORIGINAL CREDITOR WITHIN THE TIME PROVIDED BY LAW IS NOT AFFECTED BY THIS ACTION. bbox=[515, 567, 639, 603]
notice-paragraph: Lender or Broker: Provident Funding Associates, L.P. bbox=[260, 723, 384, 738]
notice-paragraph: PURSUANT, to the power of sale contained in said mortgage, the above described property will be sold by the Sheriff of said county as follows: bbox=[133, 184, 257, 213]
notice-paragraph: NOTICE IS HEREBY GIVEN, that default has occurred in the conditions of the following described mortgage: bbox=[133, 780, 257, 802]
notice-paragraph: Dated this 3 day of October, 2013. bbox=[521, 468, 609, 476]
notice-paragraph: LENDER OR BROKER AND MORTGAGE ORIGINATOR STATED ON THE MORTGAGE: IndyMac Bank, F.S.B. bbox=[133, 872, 257, 894]
notice-paragraph: THAT all pre-foreclosure requirements have been complied with; that no action or proceeding has been instituted at law or otherwise to recover the debt secured by said mortgage, or any part thereof; bbox=[387, 603, 511, 639]
notice-paragraph: ORIGINAL PRINCIPAL AMOUNT OF MORTGAGE: $226,950.00 bbox=[6, 113, 129, 128]
notice-paragraph: MORTGAGEE: Mortgage Electronic Registration Systems, Inc. as nominee for Provident Funding Associates, L.P., its successors and assigns bbox=[260, 610, 384, 639]
notice-divider bbox=[271, 528, 372, 529]
notice-paragraph: PURSUANT to the power of sale contained in said mortgage, the above described property will be sold by the Sheriff of said county as follows: bbox=[260, 106, 384, 135]
notice-paragraph: THE RIGHT TO VERIFICATION OF THE DEBT AND IDENTITY OF THE ORIGINAL CREDITOR WITHIN THE TIME PROVIDED BY LAW IS NOT AFFECTED BY THIS ACTION. bbox=[6, 574, 129, 611]
notice-paragraph: COUNTY IN WHICH PROPERTY IS LOCATED: Carver County, Minnesota bbox=[642, 525, 766, 540]
